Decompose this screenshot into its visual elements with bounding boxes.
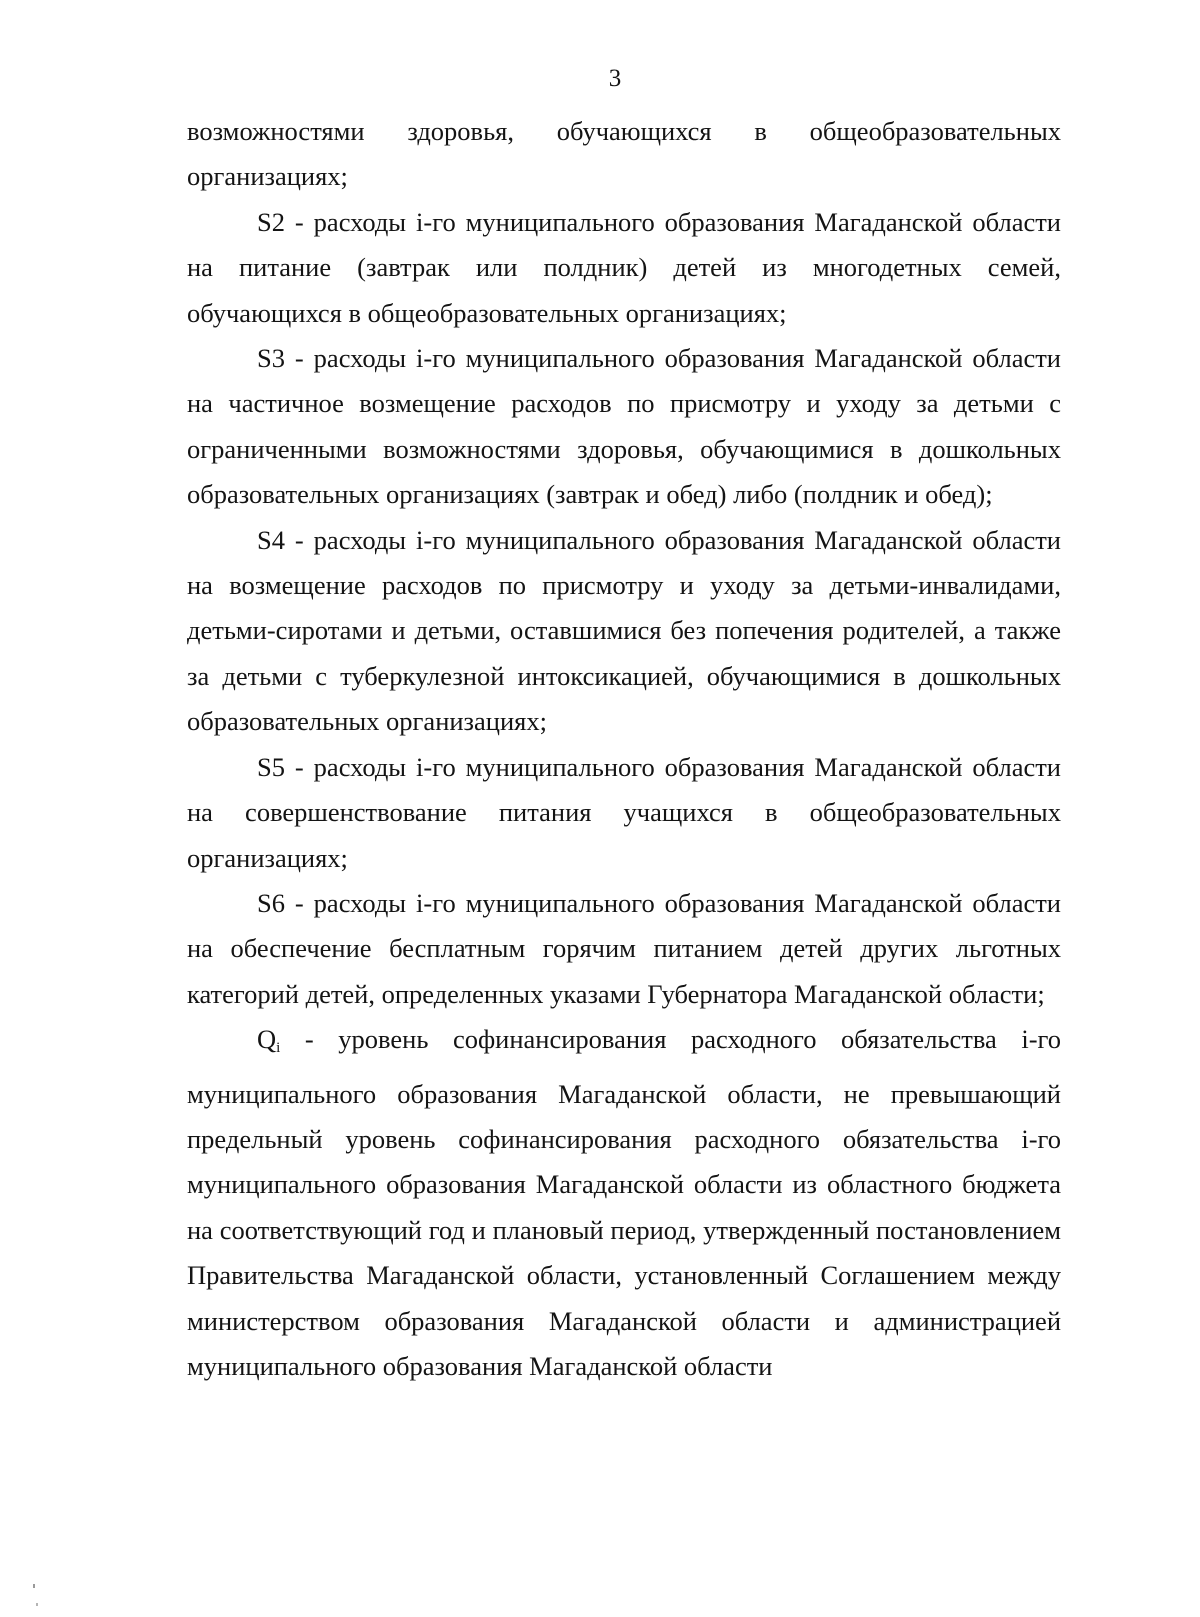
definition-s4 [187, 518, 1061, 745]
scan-speck [33, 1584, 35, 1588]
definition-symbol: S3 [257, 343, 285, 374]
definition-s3 [187, 336, 1061, 518]
definition-text: - расходы i-го муниципального образования Магаданской области на возмещение расходов по присмотру и уходу за детьми-инвалидами, детьми-сиротами и детьми, оставшимися без попечения родителей, а также за детьми с туберкулезной интоксикацией, обучающимися в дошкольных образовательных организациях; [187, 524, 1061, 737]
definition-symbol: S5 [257, 751, 285, 782]
document-body [187, 109, 1061, 1389]
qi-subscript: i [276, 1040, 281, 1057]
continuation-paragraph: возможностями здоровья, обучающихся в общеобразовательных организациях; [187, 116, 1061, 192]
definition-qi [187, 1017, 1061, 1389]
definition-symbol: S6 [257, 887, 285, 918]
qi-symbol: Q [257, 1024, 277, 1055]
definition-s6 [187, 881, 1061, 1017]
qi-text: - уровень софинансирования расходного обязательства i-го муниципального образования Магаданской области, не превышающий предельный уровень софинансирования расходного обязательства i-го муниципального образования Магаданской области из областного бюджета на соответствующий год и плановый период, утвержденный постановлением Правительства Магаданской области, установленный Соглашением между министерством образования Магаданской области и администрацией муниципального образования Магаданской области [187, 1024, 1061, 1381]
definition-text: - расходы i-го муниципального образования Магаданской области на обеспечение бесплатным горячим питанием детей других льготных категорий детей, определенных указами Губернатора Магаданской области; [187, 887, 1061, 1009]
scan-speck [36, 1603, 38, 1606]
definition-s2 [187, 200, 1061, 336]
definition-symbol: S4 [257, 524, 285, 555]
definition-text: - расходы i-го муниципального образования Магаданской области на питание (завтрак или полдник) детей из многодетных семей, обучающихся в общеобразовательных организациях; [187, 206, 1061, 328]
definition-s5 [187, 745, 1061, 881]
definition-symbol: S2 [257, 206, 285, 237]
page-number: 3 [608, 65, 622, 92]
definition-text: - расходы i-го муниципального образования Магаданской области на совершенствование питания учащихся в общеобразовательных организациях; [187, 751, 1061, 873]
definition-text: - расходы i-го муниципального образования Магаданской области на частичное возмещение расходов по присмотру и уходу за детьми с ограниченными возможностями здоровья, обучающимися в дошкольных образовательных организациях (завтрак и обед) либо (полдник и обед); [187, 343, 1061, 510]
